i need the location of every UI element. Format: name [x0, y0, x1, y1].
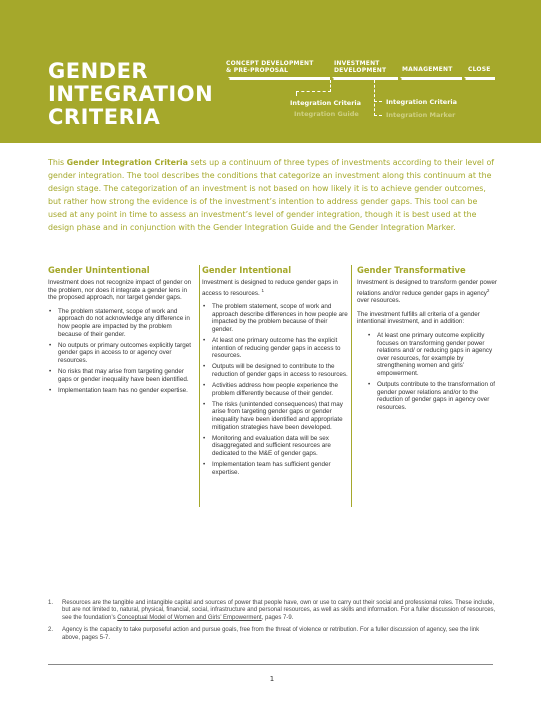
footnote-ref: 2 [486, 287, 490, 293]
column-description-2: The investment fulfills all criteria of a gender intentional investment, and in addition: [357, 310, 480, 326]
title-line-3: CRITERIA [48, 105, 161, 129]
list-item: • Activities address how people experience the problem differently because of their gender. [202, 382, 348, 397]
criteria-list [48, 308, 194, 394]
list-item: • No risks that may arise from targeting gender gaps or gender inequality have been identified. [48, 368, 194, 383]
conceptual-model-link[interactable]: Conceptual Model of Women and Girls’ Empowerment [117, 614, 262, 621]
column-divider [351, 265, 352, 507]
criteria-columns [48, 265, 502, 590]
tool-integration-guide: Integration Guide [294, 110, 359, 118]
connector-line [374, 115, 382, 116]
footnote-ref: 1 [261, 287, 265, 293]
column-title: Gender Transformative [357, 265, 466, 275]
list-item: • Outputs contribute to the transformation of gender power relations and/or to the reduction of gender gaps in agency over resources. [367, 381, 503, 411]
column-gender-transformative [357, 265, 503, 590]
column-gender-intentional [202, 265, 348, 590]
list-item: • Outputs will be designed to contribute to the reduction of gender gaps in access to resources. [202, 363, 348, 378]
tool-integration-criteria: Integration Criteria [386, 98, 458, 106]
list-item: • No outputs or primary outcomes explicitly target gender gaps in access to or agency over resources. [48, 342, 194, 365]
column-description: Investment is designed to reduce gender gaps in access to resources. $^1$ [202, 279, 338, 297]
tool-integration-marker: Integration Marker [386, 111, 456, 119]
list-item: • Monitoring and evaluation data will be sex disaggregated and sufficient resources are dedicated to the M&E of gender gaps. [202, 435, 348, 458]
footer-divider [48, 664, 493, 665]
list-item: • The problem statement, scope of work and approach describe differences in how people are impacted by the problem because of their gender. [202, 303, 348, 333]
connector-line [374, 101, 382, 102]
intro-paragraph: This Gender Integration Criteria sets up a continuum of three types of investments according to their level of gender integration. The tool describes the conditions that categorize an investment along this continuum at the design stage. The categorization of an investment is not based on how likely it is to achieve gender outcomes, but rather how strong the evidence is of the investment’s intention to address gender gaps. This tool can be used at any point in time to assess an investment’s level of gender integration, though it is best used at the design phase and in conjunction with the Gender Integration Guide and the Gender Integration Marker. [48, 158, 495, 232]
footnote-2: 2. Agency is the capacity to take purposeful action and pursue goals, free from the threat of violence or retribution. For a fuller discussion of agency, see the link above, pages 5-7. [48, 627, 480, 641]
column-description: Investment is designed to transform gender power relations and/or reduce gender gaps in agency$^2$ over resources. [357, 279, 498, 305]
connector-line [374, 80, 375, 116]
criteria-list [202, 303, 348, 476]
list-item: • Implementation team has no gender expertise. [48, 387, 194, 395]
page-number: 1 [269, 675, 275, 683]
list-item: • The problem statement, scope of work and approach do not acknowledge any difference in how people are impacted by the problem because of their gender. [48, 308, 194, 338]
stage-divider-arrow [226, 75, 230, 83]
stage-divider-arrow [462, 75, 466, 83]
column-description: Investment does not recognize impact of gender on the problem, nor does it integrate a gender lens in the proposed approach, nor target gender gaps. [48, 279, 192, 302]
list-item: • Implementation team has sufficient gender expertise. [202, 461, 348, 476]
footnote-number: 1. [48, 600, 54, 606]
criteria-list [367, 332, 503, 411]
header-banner [0, 0, 541, 143]
connector-line [296, 91, 331, 92]
connector-line [296, 91, 297, 96]
stage-management: MANAGEMENT [402, 66, 453, 73]
page-title [48, 60, 213, 129]
investment-stage-timeline [226, 60, 496, 130]
stage-close: CLOSE [468, 66, 491, 73]
column-title: Gender Unintentional [48, 265, 150, 275]
list-item: • At least one primary outcome explicitly focuses on transforming gender power relations and/ or reducing gaps in agency over resources, for example by strengthening women and girls’ empowerment. [367, 332, 503, 378]
column-gender-unintentional [48, 265, 194, 590]
column-divider [199, 265, 200, 507]
list-item: • At least one primary outcome has the explicit intention of reducing gender gaps in access to resources. [202, 337, 348, 360]
title-line-2: INTEGRATION [48, 82, 214, 106]
column-title: Gender Intentional [202, 265, 292, 275]
title-line-1: GENDER [48, 59, 149, 83]
stage-investment-development: INVESTMENT DEVELOPMENT [334, 60, 387, 74]
stage-concept-development: CONCEPT DEVELOPMENT & PRE-PROPOSAL [226, 60, 314, 74]
list-item: • The risks (unintended consequences) that may arise from targeting gender gaps or gender inequality have been identified and appropriate mitigation strategies have been developed. [202, 401, 348, 431]
footnote-number: 2. [48, 627, 54, 634]
stage-divider-arrow [398, 75, 402, 83]
footnote-1: 1. Resources are the tangible and intangible capital and sources of power that people have, own or use to carry out their social and professional roles. These include, but are not limited to, natural, physical, financial, social, infrastructure and personal resources, as well as skills and information. For a fuller discussion of resources, see the foundation’s Conceptual Model of Women and Girls’ Empowerment, pages 7-9. [48, 600, 496, 621]
tool-integration-criteria: Integration Criteria [290, 99, 362, 107]
footnotes [48, 600, 496, 647]
stage-bar [226, 77, 495, 80]
intro-highlight: Gender Integration Criteria [66, 158, 188, 167]
